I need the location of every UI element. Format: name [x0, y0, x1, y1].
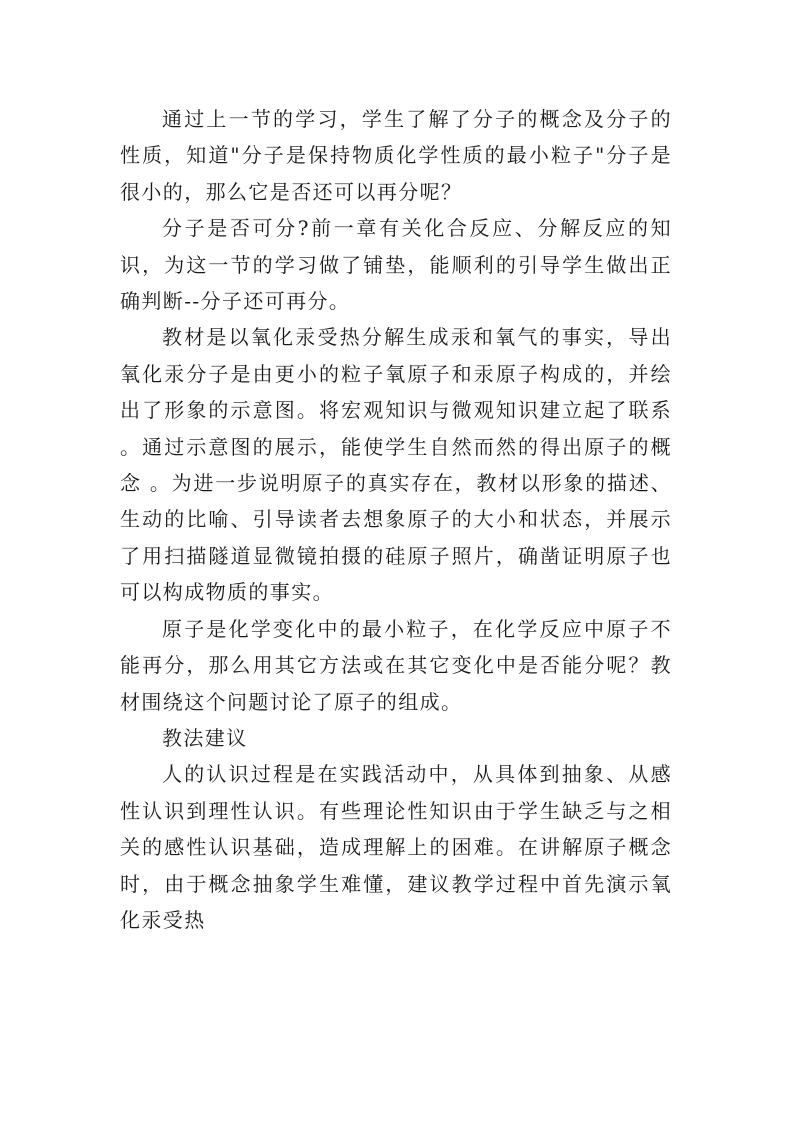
- paragraph: 人的认识过程是在实践活动中，从具体到抽象、从感性认识到理性认识。有些理论性知识由于学生缺乏与之相关的感性认识基础，造成理解上的困难。在讲解原子概念时，由于概念抽象学生难懂，建议教学过程中首先演示氧化汞受热: [120, 762, 672, 932]
- paragraph: 分子是否可分?前一章有关化合反应、分解反应的知识，为这一节的学习做了铺垫，能顺利的引导学生做出正确判断--分子还可再分。: [120, 216, 672, 314]
- paragraph: 教材是以氧化汞受热分解生成汞和氧气的事实，导出氧化汞分子是由更小的粒子氧原子和汞原子构成的，并绘出了形象的示意图。将宏观知识与微观知识建立起了联系 。通过示意图的展示，能使学生自然而然的得出原子的概念 。为进一步说明原子的真实存在，教材以形象的描述、生动的比喻、引导读者去想象原子的大小和状态，并展示了用扫描隧道显微镜拍摄的硅原子照片，确凿证明原子也可以构成物质的事实。: [120, 325, 672, 605]
- paragraph: 通过上一节的学习，学生了解了分子的概念及分子的性质，知道"分子是保持物质化学性质的最小粒子"分子是很小的，那么它是否还可以再分呢？: [120, 107, 672, 204]
- section-heading: 教法建议: [162, 725, 248, 750]
- document-body: [120, 101, 672, 938]
- paragraph: 原子是化学变化中的最小粒子，在化学反应中原子不能再分，那么用其它方法或在其它变化中是否能分呢？教材围绕这个问题讨论了原子的组成。: [120, 616, 672, 714]
